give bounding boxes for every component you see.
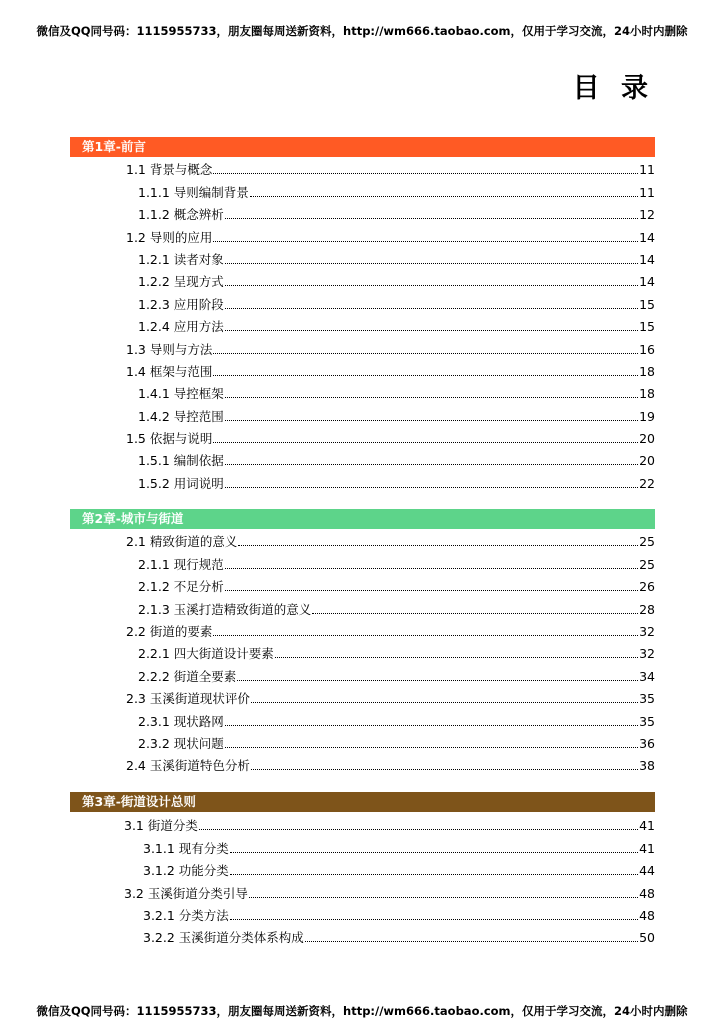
toc-entry-label: 1.1.1 导则编制背景	[138, 184, 249, 200]
dot-leader	[312, 612, 638, 614]
toc-entry[interactable]	[143, 901, 655, 923]
toc-entry[interactable]	[138, 572, 655, 594]
toc-entry[interactable]	[138, 661, 655, 683]
toc-entry-label: 1.2.4 应用方法	[138, 319, 224, 335]
toc-entry-page: 26	[639, 579, 655, 595]
toc-entry[interactable]	[138, 706, 655, 728]
toc-entry[interactable]	[126, 751, 655, 773]
dot-leader	[225, 419, 638, 421]
toc-entry-label: 1.2.2 呈现方式	[138, 274, 224, 290]
toc-entry-page: 18	[639, 386, 655, 402]
toc-entry-label: 3.1.2 功能分类	[143, 863, 229, 879]
toc-entry-label: 3.1.1 现有分类	[143, 840, 229, 856]
toc-entry-label: 1.5.2 用词说明	[138, 475, 224, 491]
toc-entry-page: 14	[639, 251, 655, 267]
toc-entry-label: 1.2.1 读者对象	[138, 251, 224, 267]
toc-entry[interactable]	[126, 527, 655, 549]
dot-leader	[251, 768, 638, 770]
toc-entry-label: 2.3.2 现状问题	[138, 735, 224, 751]
dot-leader	[249, 896, 638, 898]
dot-leader	[238, 544, 638, 546]
dot-leader	[225, 217, 638, 219]
page-title: 目 录	[572, 73, 654, 104]
toc-entry[interactable]	[138, 639, 655, 661]
dot-leader	[225, 463, 638, 465]
dot-leader	[225, 396, 638, 398]
toc-entry-page: 16	[639, 341, 655, 357]
toc-entry-page: 41	[639, 818, 655, 834]
toc-entry-page: 14	[639, 274, 655, 290]
dot-leader	[225, 589, 638, 591]
toc-entry-page: 35	[639, 713, 655, 729]
toc-entry[interactable]	[138, 312, 655, 334]
toc-entry-page: 22	[639, 475, 655, 491]
toc-entry[interactable]	[138, 267, 655, 289]
toc-entry-page: 19	[639, 408, 655, 424]
toc-entry[interactable]	[124, 878, 655, 900]
dot-leader	[251, 701, 638, 703]
toc-entry-label: 3.2.1 分类方法	[143, 907, 229, 923]
toc-entry-page: 15	[639, 319, 655, 335]
toc-entry-page: 28	[639, 601, 655, 617]
toc-entry-page: 25	[639, 534, 655, 550]
toc-entry[interactable]	[138, 549, 655, 571]
toc-entry[interactable]	[138, 401, 655, 423]
toc-entry-page: 36	[639, 735, 655, 751]
toc-entry[interactable]	[143, 856, 655, 878]
dot-leader	[213, 634, 638, 636]
dot-leader	[213, 441, 638, 443]
toc-entry-page: 11	[639, 184, 655, 200]
dot-leader	[225, 486, 638, 488]
dot-leader	[275, 656, 638, 658]
toc-entry[interactable]	[126, 155, 655, 177]
toc-entry-label: 2.2.1 四大街道设计要素	[138, 646, 274, 662]
toc-entry-page: 20	[639, 453, 655, 469]
toc-entry[interactable]	[126, 424, 655, 446]
toc-entry[interactable]	[138, 446, 655, 468]
dot-leader	[213, 374, 638, 376]
dot-leader	[213, 352, 638, 354]
toc-entry[interactable]	[124, 811, 655, 833]
toc-entry[interactable]	[126, 222, 655, 244]
dot-leader	[305, 940, 638, 942]
toc-entry-label: 2.3.1 现状路网	[138, 713, 224, 729]
toc-entry-label: 2.1.2 不足分析	[138, 579, 224, 595]
toc-entry[interactable]	[138, 729, 655, 751]
dot-leader	[230, 873, 638, 875]
toc-entry-page: 44	[639, 863, 655, 879]
toc-entry-label: 3.1 街道分类	[124, 818, 198, 834]
toc-entry-label: 2.1.3 玉溪打造精致街道的意义	[138, 601, 312, 617]
toc-entry-page: 32	[639, 646, 655, 662]
toc-entry-page: 14	[639, 229, 655, 245]
toc-entry-label: 2.4 玉溪街道特色分析	[126, 758, 250, 774]
toc-entry-label: 2.1 精致街道的意义	[126, 534, 238, 550]
toc-entry[interactable]	[126, 684, 655, 706]
toc-entry[interactable]	[138, 200, 655, 222]
toc-entry[interactable]	[138, 594, 655, 616]
dot-leader	[225, 724, 638, 726]
footer-watermark: 微信及QQ同号码：1115955733，朋友圈每周送新资料，http://wm666.taobao.com，仅用于学习交流，24小时内删除	[36, 1004, 688, 1018]
dot-leader	[225, 746, 638, 748]
chapter-1-entries	[0, 155, 724, 491]
toc-entry-label: 2.2 街道的要素	[126, 623, 213, 639]
dot-leader	[225, 284, 638, 286]
toc-entry-label: 3.2 玉溪街道分类引导	[124, 885, 248, 901]
toc-entry-label: 1.5.1 编制依据	[138, 453, 224, 469]
dot-leader	[225, 307, 638, 309]
dot-leader	[213, 240, 638, 242]
dot-leader	[225, 262, 638, 264]
toc-entry-page: 48	[639, 907, 655, 923]
dot-leader	[225, 329, 638, 331]
toc-entry-page: 12	[639, 207, 655, 223]
dot-leader	[250, 195, 638, 197]
toc-entry-label: 1.2.3 应用阶段	[138, 296, 224, 312]
toc-entry-label: 1.4 框架与范围	[126, 363, 213, 379]
toc-entry[interactable]	[126, 357, 655, 379]
toc-entry-page: 48	[639, 885, 655, 901]
toc-entry[interactable]	[138, 177, 655, 199]
chapter-3-bar: 第3章-街道设计总则	[70, 792, 655, 812]
dot-leader	[230, 918, 638, 920]
toc-entry-label: 2.3 玉溪街道现状评价	[126, 691, 250, 707]
toc-entry-page: 18	[639, 363, 655, 379]
toc-entry[interactable]	[138, 379, 655, 401]
chapter-3-entries	[0, 811, 724, 945]
toc-entry-label: 2.2.2 街道全要素	[138, 668, 237, 684]
chapter-1-bar: 第1章-前言	[70, 137, 655, 157]
toc-entry[interactable]	[138, 245, 655, 267]
toc-entry-page: 50	[639, 930, 655, 946]
chapter-2-entries	[0, 527, 724, 773]
toc-entry[interactable]	[138, 468, 655, 490]
toc-entry-page: 35	[639, 691, 655, 707]
toc-entry-label: 1.1 背景与概念	[126, 162, 213, 178]
toc-entry[interactable]	[143, 923, 655, 945]
dot-leader	[225, 567, 638, 569]
toc-entry-page: 32	[639, 623, 655, 639]
toc-entry-label: 1.2 导则的应用	[126, 229, 213, 245]
dot-leader	[230, 851, 638, 853]
header-watermark: 微信及QQ同号码：1115955733，朋友圈每周送新资料，http://wm666.taobao.com，仅用于学习交流，24小时内删除	[36, 24, 688, 38]
toc-entry[interactable]	[126, 617, 655, 639]
toc-entry[interactable]	[126, 334, 655, 356]
toc-entry-label: 3.2.2 玉溪街道分类体系构成	[143, 930, 304, 946]
dot-leader	[199, 828, 638, 830]
chapter-2-bar: 第2章-城市与街道	[70, 509, 655, 529]
toc-entry-page: 25	[639, 556, 655, 572]
toc-entry-page: 38	[639, 758, 655, 774]
dot-leader	[237, 679, 638, 681]
toc-entry-label: 1.1.2 概念辨析	[138, 207, 224, 223]
toc-entry-label: 1.5 依据与说明	[126, 431, 213, 447]
toc-entry-label: 1.4.2 导控范围	[138, 408, 224, 424]
toc-entry[interactable]	[138, 289, 655, 311]
toc-entry[interactable]	[143, 833, 655, 855]
toc-entry-label: 1.4.1 导控框架	[138, 386, 224, 402]
toc-entry-page: 41	[639, 840, 655, 856]
toc-entry-page: 11	[639, 162, 655, 178]
toc-entry-label: 1.3 导则与方法	[126, 341, 213, 357]
dot-leader	[213, 172, 638, 174]
toc-entry-page: 20	[639, 431, 655, 447]
toc-entry-page: 34	[639, 668, 655, 684]
toc-entry-page: 15	[639, 296, 655, 312]
toc-entry-label: 2.1.1 现行规范	[138, 556, 224, 572]
